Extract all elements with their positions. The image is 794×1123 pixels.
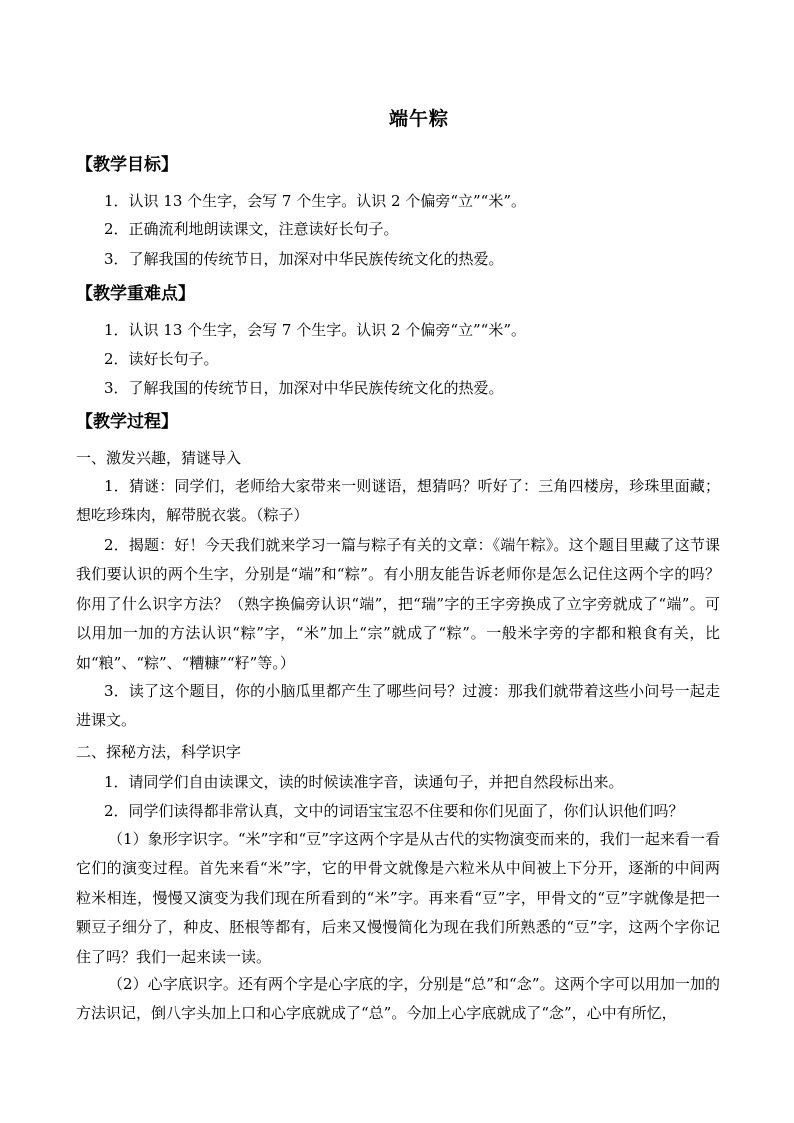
step-2-item-1: 1．请同学们自由读课文，读的时候读准字音，读通句子，并把自然段标出来。 (104, 773, 624, 791)
document-title: 端午粽 (388, 108, 449, 130)
step-1-title: 一、激发兴趣，猜谜导入 (76, 449, 242, 467)
step-2-paragraph-heart-radical: （2）心字底识字。还有两个字是心字底的字，分别是“总”和“念”。这两个字可以用加一加的方法识记，倒八字头加上口和心字底就成了“总”。今加上心字底就成了“念”，心中有所忆， (76, 975, 720, 1023)
step-1-paragraph-questions: 3．读了这个题目，你的小脑瓜里都产生了哪些问号？过渡：那我们就带着这些小问号一起走进课文。 (76, 682, 720, 730)
difficulty-item-3: 3．了解我国的传统节日，加深对中华民族传统文化的热爱。 (104, 379, 504, 397)
step-1-paragraph-title-reveal: 2．揭题：好！今天我们就来学习一篇与粽子有关的文章：《端午粽》。这个题目里藏了这节课我们要认识的两个生字，分别是“端”和“粽”。有小朋友能告诉老师你是怎么记住这两个字的吗？你用了什么识字方法？（熟字换偏旁认识“端”，把“瑞”字的王字旁换成了立字旁就成了“端”。可以用加一加的方法认识“粽”字，“米”加上“宗”就成了“粽”。一般米字旁的字都和粮食有关，比如“粮”、“粽”、“糟糠”“籽”等。） (76, 536, 720, 672)
difficulty-item-2: 2．读好长句子。 (104, 350, 219, 368)
heading-teaching-goals: 【教学目标】 (76, 155, 178, 175)
step-2-paragraph-pictographic: （1）象形字识字。“米”字和“豆”字这两个字是从古代的实物演变而来的，我们一起来看一看它们的演变过程。首先来看“米”字，它的甲骨文就像是六粒米从中间被上下分开，逐渐的中间两粒米相连，慢慢又演变为我们现在所看到的“米”字。再来看“豆”字，甲骨文的“豆”字就像是把一颗豆子细分了，种皮、胚根等都有，后来又慢慢简化为现在我们所熟悉的“豆”字，这两个字你记住了吗？我们一起来读一读。 (76, 830, 720, 966)
difficulty-item-1: 1．认识 13 个生字，会写 7 个生字。认识 2 个偏旁“立”“米”。 (104, 321, 527, 339)
heading-key-difficulties: 【教学重难点】 (76, 284, 195, 304)
goal-item-3: 3．了解我国的传统节日，加深对中华民族传统文化的热爱。 (104, 250, 504, 268)
step-2-item-2: 2．同学们读得都非常认真，文中的词语宝宝忍不住要和你们见面了，你们认识他们吗？ (104, 802, 684, 820)
heading-teaching-process: 【教学过程】 (76, 412, 178, 432)
goal-item-1: 1．认识 13 个生字，会写 7 个生字。认识 2 个偏旁“立”“米”。 (104, 192, 527, 210)
goal-item-2: 2．正确流利地朗读课文，注意读好长句子。 (104, 220, 399, 238)
step-2-title: 二、探秘方法，科学识字 (76, 743, 242, 761)
step-1-paragraph-riddle: 1．猜谜：同学们，老师给大家带来一则谜语，想猜吗？听好了：三角四楼房，珍珠里面藏；想吃珍珠肉，解带脱衣裳。（粽子） (76, 477, 720, 525)
